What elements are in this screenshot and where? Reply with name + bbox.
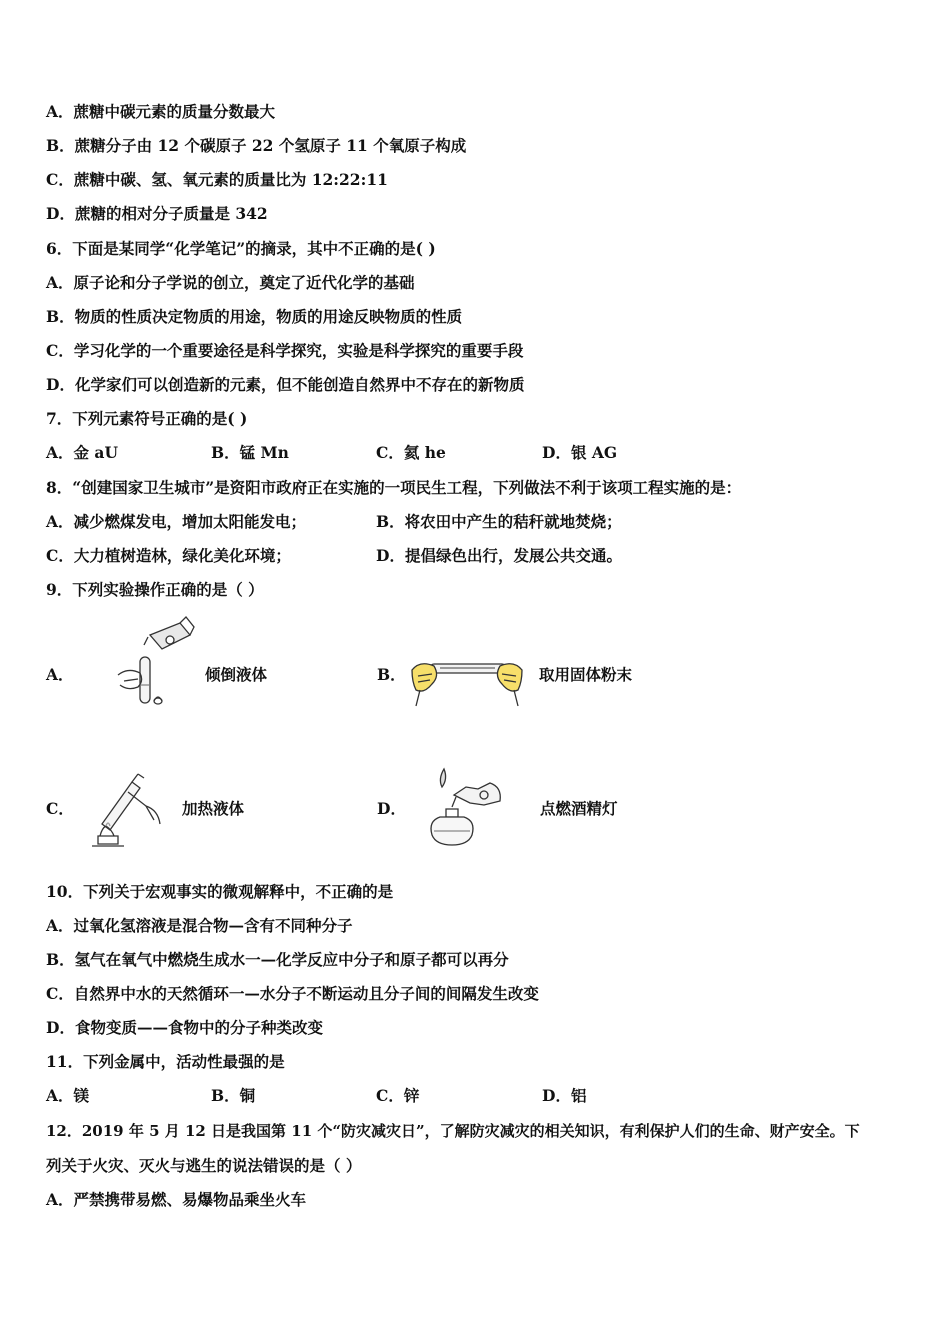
q9-option-b-label: 取用固体粉末 [539,665,633,684]
q5-option-c: C．蔗糖中碳、氢、氧元素的质量比为 12:22:11 [46,170,388,189]
q8-option-a: A．减少燃煤发电，增加太阳能发电； [46,512,307,531]
q5-option-a: A．蔗糖中碳元素的质量分数最大 [46,102,276,121]
q9-option-d-label: 点燃酒精灯 [540,799,618,818]
q9-stem: 9．下列实验操作正确的是（ ） [46,580,264,599]
q5-option-d: D．蔗糖的相对分子质量是 342 [46,204,268,223]
q10-option-b: B．氢气在氧气中燃烧生成水一—化学反应中分子和原子都可以再分 [46,950,509,969]
q8-option-d: D．提倡绿色出行，发展公共交通。 [376,546,622,565]
q10-option-c: C．自然界中水的天然循环一—水分子不断运动且分子间的间隔发生改变 [46,984,539,1003]
q9-option-c-letter: C． [46,799,74,818]
pour-liquid-illustration [110,615,200,710]
q6-option-c: C．学习化学的一个重要途径是科学探究，实验是科学探究的重要手段 [46,341,524,360]
q11-options [46,1086,916,1106]
heat-liquid-illustration [88,770,168,850]
q7-option-c: C．氦 he [376,443,446,462]
q9-option-d-letter: D． [377,799,406,818]
q10-stem: 10．下列关于宏观事实的微观解释中，不正确的是 [46,882,394,901]
q9-option-a-label: 倾倒液体 [205,665,268,684]
q11-option-c: C．锌 [376,1086,420,1105]
light-alcohol-lamp-illustration [418,765,508,850]
q11-option-a: A．镁 [46,1086,90,1105]
q9-option-a-letter: A． [46,665,74,684]
q12-option-a: A．严禁携带易燃、易爆物品乘坐火车 [46,1190,307,1209]
q11-option-b: B．铜 [211,1086,256,1105]
q8-options-row2 [46,546,916,566]
q6-option-a: A．原子论和分子学说的创立，奠定了近代化学的基础 [46,273,415,292]
q10-option-d: D．食物变质——食物中的分子种类改变 [46,1018,323,1037]
q6-stem: 6．下面是某同学“化学笔记”的摘录，其中不正确的是( ) [46,239,436,258]
take-powder-illustration [410,650,525,710]
q9-option-c-label: 加热液体 [182,799,245,818]
q7-option-a: A．金 aU [46,443,118,462]
q12-stem-line1: 12．2019 年 5 月 12 日是我国第 11 个“防灾减灾日”，了解防灾减灾的相关知识，有利保护人们的生命、财产安全。下 [46,1122,860,1140]
q8-option-b: B．将农田中产生的秸秆就地焚烧； [376,512,622,531]
q12-stem-line2: 列关于火灾、灭火与逃生的说法错误的是（ ） [46,1156,362,1175]
q6-option-d: D．化学家们可以创造新的元素，但不能创造自然界中不存在的新物质 [46,375,525,394]
q9-option-b-letter: B． [377,665,406,684]
q11-stem: 11．下列金属中，活动性最强的是 [46,1052,285,1071]
q5-option-b: B．蔗糖分子由 12 个碳原子 22 个氢原子 11 个氧原子构成 [46,136,467,155]
q7-option-d: D．银 AG [542,443,618,462]
q8-option-c: C．大力植树造林，绿化美化环境； [46,546,291,565]
q11-option-d: D．铝 [542,1086,587,1105]
q7-option-b: B．锰 Mn [211,443,289,462]
q7-options [46,443,916,463]
q8-options-row1 [46,512,916,532]
q6-option-b: B．物质的性质决定物质的用途，物质的用途反映物质的性质 [46,307,463,326]
q8-stem: 8．“创建国家卫生城市”是资阳市政府正在实施的一项民生工程，下列做法不利于该项工程实施的是： [46,478,742,497]
q7-stem: 7．下列元素符号正确的是( ) [46,409,248,428]
q10-option-a: A．过氧化氢溶液是混合物—含有不同种分子 [46,916,353,935]
